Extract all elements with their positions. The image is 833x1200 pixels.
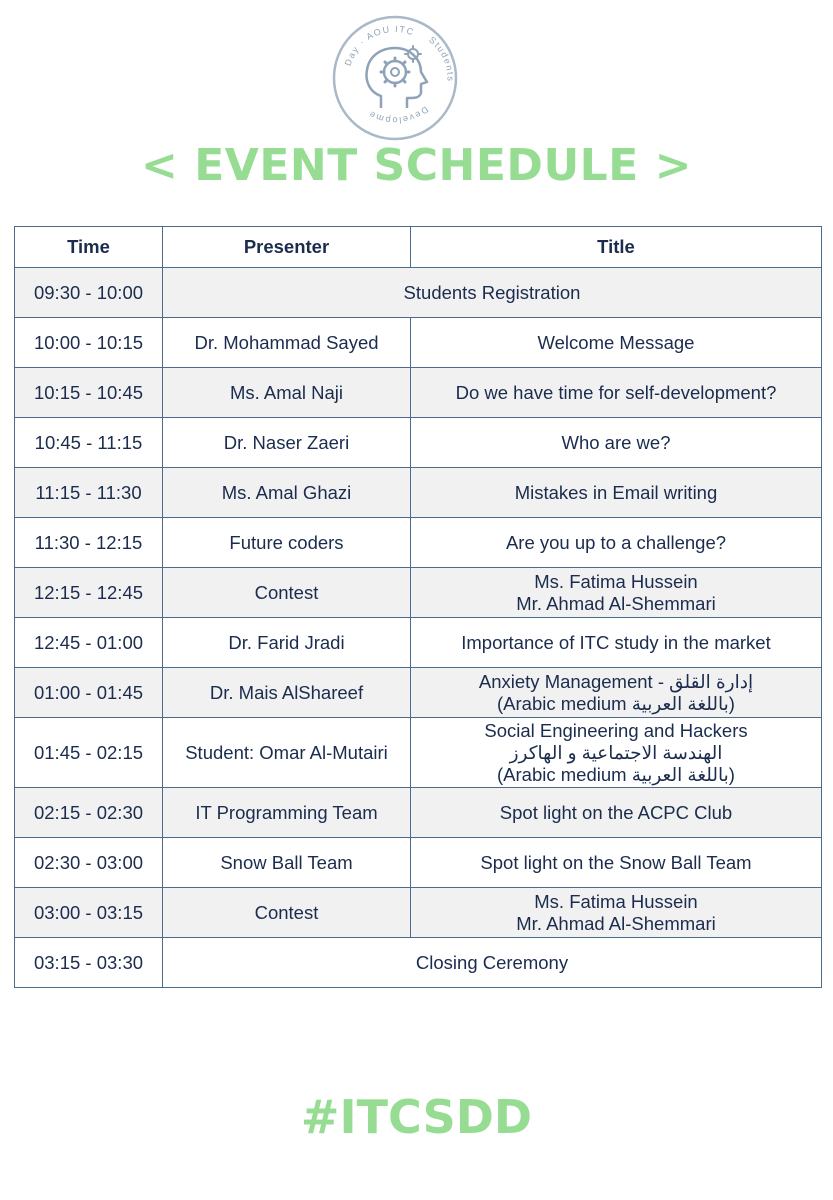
schedule-table: [14, 226, 822, 988]
title-line: Spot light on the Snow Ball Team: [480, 851, 752, 873]
presenter-cell: Dr. Farid Jradi: [163, 618, 411, 668]
event-hashtag: #ITCSDD: [300, 1090, 533, 1144]
presenter-cell: Ms. Amal Naji: [163, 368, 411, 418]
title-cell: [411, 838, 822, 888]
table-row: [15, 838, 822, 888]
merged-cell: Closing Ceremony: [163, 938, 822, 988]
head-gear-icon: [331, 14, 459, 142]
presenter-cell: Student: Omar Al-Mutairi: [163, 718, 411, 788]
title-cell: [411, 368, 822, 418]
presenter-cell: Dr. Mohammad Sayed: [163, 318, 411, 368]
title-cell: [411, 568, 822, 618]
title-cell: [411, 668, 822, 718]
title-line: Social Engineering and Hackers: [484, 719, 748, 741]
title-line: Mr. Ahmad Al-Shemmari: [516, 912, 716, 934]
title-line: Who are we?: [561, 431, 671, 453]
table-row: [15, 268, 822, 318]
time-cell: 11:30 - 12:15: [15, 518, 163, 568]
title-line-arabic: الهندسة الاجتماعية و الهاكرز: [509, 741, 723, 763]
title-line: (Arabic medium باللغة العربية): [497, 692, 735, 714]
svg-text:Developme: [366, 104, 430, 125]
title-line: Do we have time for self-development?: [455, 381, 777, 403]
presenter-cell: IT Programming Team: [163, 788, 411, 838]
presenter-cell: Dr. Mais AlShareef: [163, 668, 411, 718]
title-cell: [411, 888, 822, 938]
table-row: [15, 468, 822, 518]
table-row: [15, 368, 822, 418]
table-header-row: [15, 227, 822, 268]
title-line: Anxiety Management - إدارة القلق: [478, 670, 754, 692]
page-title: < EVENT SCHEDULE >: [141, 140, 692, 191]
presenter-cell: Snow Ball Team: [163, 838, 411, 888]
table-row: [15, 618, 822, 668]
table-row: [15, 788, 822, 838]
presenter-cell: Contest: [163, 888, 411, 938]
table-row: [15, 518, 822, 568]
presenter-cell: Dr. Naser Zaeri: [163, 418, 411, 468]
title-cell: [411, 518, 822, 568]
title-line: Importance of ITC study in the market: [461, 631, 771, 653]
title-line: Ms. Fatima Hussein: [534, 890, 698, 912]
time-cell: 10:00 - 10:15: [15, 318, 163, 368]
time-cell: 10:15 - 10:45: [15, 368, 163, 418]
title-cell: [411, 468, 822, 518]
time-cell: 02:15 - 02:30: [15, 788, 163, 838]
time-cell: 12:45 - 01:00: [15, 618, 163, 668]
title-line: Mr. Ahmad Al-Shemmari: [516, 592, 716, 614]
logo-ring-top: Day · AOU ITC: [342, 23, 417, 68]
title-line: Welcome Message: [537, 331, 695, 353]
title-cell: [411, 718, 822, 788]
logo-ring-right: Students: [427, 34, 456, 83]
column-header-presenter: Presenter: [163, 227, 411, 268]
table-row: [15, 888, 822, 938]
presenter-cell: Contest: [163, 568, 411, 618]
title-line: Are you up to a challenge?: [505, 531, 727, 553]
table-row: [15, 718, 822, 788]
presenter-cell: Ms. Amal Ghazi: [163, 468, 411, 518]
presenter-cell: Future coders: [163, 518, 411, 568]
time-cell: 03:15 - 03:30: [15, 938, 163, 988]
table-row: [15, 938, 822, 988]
time-cell: 03:00 - 03:15: [15, 888, 163, 938]
table-row: [15, 318, 822, 368]
time-cell: 12:15 - 12:45: [15, 568, 163, 618]
title-line: (Arabic medium باللغة العربية): [497, 763, 735, 785]
table-row: [15, 418, 822, 468]
time-cell: 01:45 - 02:15: [15, 718, 163, 788]
time-cell: 10:45 - 11:15: [15, 418, 163, 468]
title-cell: [411, 788, 822, 838]
column-header-title: Title: [411, 227, 822, 268]
column-header-time: Time: [15, 227, 163, 268]
svg-text:Students: [427, 35, 456, 83]
title-cell: [411, 418, 822, 468]
table-row: [15, 568, 822, 618]
title-line: Mistakes in Email writing: [514, 481, 718, 503]
time-cell: 11:15 - 11:30: [15, 468, 163, 518]
time-cell: 09:30 - 10:00: [15, 268, 163, 318]
event-logo: [331, 14, 459, 142]
title-cell: [411, 318, 822, 368]
time-cell: 02:30 - 03:00: [15, 838, 163, 888]
table-row: [15, 668, 822, 718]
time-cell: 01:00 - 01:45: [15, 668, 163, 718]
title-line: Ms. Fatima Hussein: [534, 570, 698, 592]
title-cell: [411, 618, 822, 668]
title-line: Spot light on the ACPC Club: [499, 801, 733, 823]
merged-cell: Students Registration: [163, 268, 822, 318]
logo-ring-bottom: Developme: [366, 104, 431, 126]
